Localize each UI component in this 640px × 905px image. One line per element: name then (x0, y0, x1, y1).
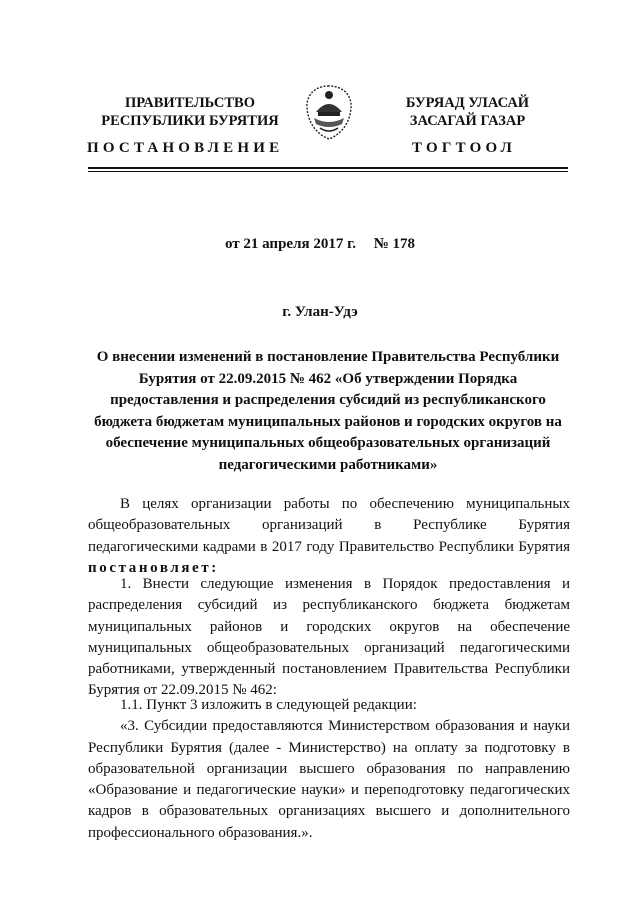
body-paragraph-preamble (88, 494, 570, 579)
issuer-block-buryat (380, 94, 555, 130)
header-divider (88, 167, 568, 169)
document-number: № 178 (373, 236, 416, 252)
header-divider-thin (88, 171, 568, 172)
issuer-line-2-buryat: ЗАСАГАЙ ГАЗАР (409, 113, 526, 129)
issuer-line-2: РЕСПУБЛИКИ БУРЯТИЯ (101, 113, 279, 129)
document-type-buryat: ТОГТООЛ (412, 140, 516, 156)
preamble-resolves: постановляет: (88, 559, 219, 576)
body-paragraph-1 (88, 574, 570, 702)
coat-of-arms-emblem-icon (302, 82, 356, 142)
document-city: г. Улан-Удэ (282, 304, 358, 320)
document-type-russian: ПОСТАНОВЛЕНИЕ (87, 140, 284, 156)
body-paragraphs-amendment (88, 695, 570, 844)
paragraph-item-1-1: 1.1. Пункт 3 изложить в следующей редакции: (120, 697, 417, 713)
document-title: О внесении изменений в постановление Правительства Республики Бурятия от 22.09.2015 № 462 «Об утверждении Порядка предоставления и распределения субсидий из республиканского бюджета бюджетам муниципальных районов и городских округов на обеспечение муниципальных общеобразовательных организаций педагогическими работниками» (94, 349, 562, 473)
issuer-line-1-buryat: БУРЯАД УЛАСАЙ (405, 95, 530, 111)
issuer-line-1: ПРАВИТЕЛЬСТВО (125, 95, 255, 111)
document-date-line (0, 236, 640, 253)
document-date: от 21 апреля 2017 г. (224, 236, 356, 252)
paragraph-quote-3: «3. Субсидии предоставляются Министерством образования и науки Республики Бурятия (далее - Министерство) на оплату за подготовку в образовательной организации высшего образования по направлению «Образование и педагогические науки» и переподготовку педагогических кадров в образовательных организациях высшего и дополнительного профессионального образования.». (88, 718, 570, 841)
paragraph-item-1: 1. Внести следующие изменения в Порядок предоставления и распределения субсидий из республиканского бюджета бюджетам муниципальных районов и городских округов на обеспечение муниципальных общеобразовательных организаций педагогическими работниками, утвержденный постановлением Правительства Республики Бурятия от 22.09.2015 № 462: (88, 576, 570, 699)
issuer-block-russian (90, 94, 290, 130)
preamble-text: В целях организации работы по обеспечению муниципальных общеобразовательных организаций в Республике Бурятия педагогическими кадрами в 2017 году Правительство Республики Бурятия (88, 496, 570, 555)
